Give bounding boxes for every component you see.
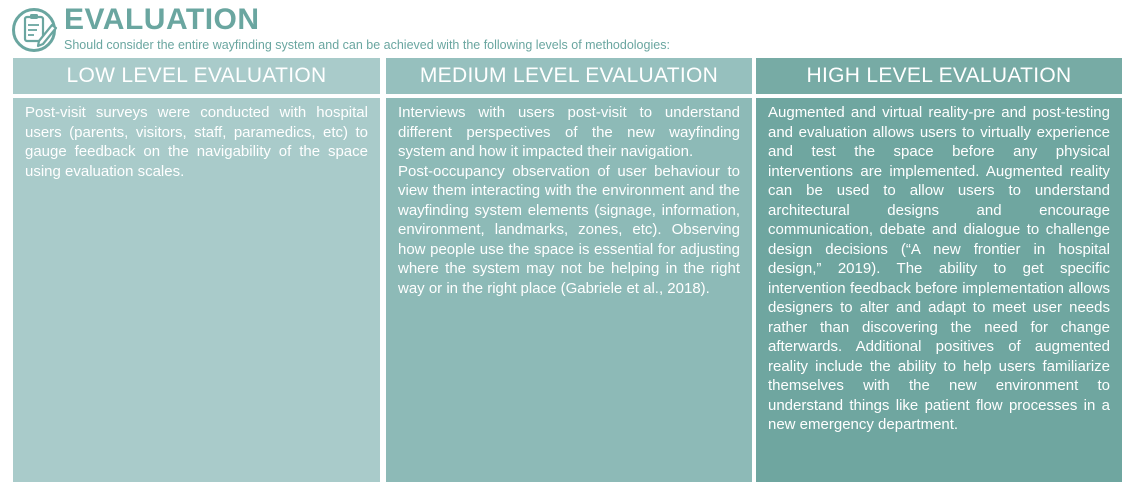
medium-level-panel	[386, 98, 752, 482]
low-level-panel	[13, 98, 380, 482]
page-title: EVALUATION	[64, 3, 260, 36]
high-level-heading: HIGH LEVEL EVALUATION	[756, 58, 1122, 94]
low-level-text: Post-visit surveys were conducted with hospital users (parents, visitors, staff, paramedics, etc) to gauge feedback on the navigability of the space using evaluation scales.	[25, 104, 368, 180]
page-subtitle: Should consider the entire wayfinding system and can be achieved with the following levels of methodologies:	[64, 38, 670, 52]
low-level-heading: LOW LEVEL EVALUATION	[13, 58, 380, 94]
clipboard-pencil-icon	[12, 4, 60, 54]
high-level-panel	[756, 98, 1122, 482]
medium-level-heading: MEDIUM LEVEL EVALUATION	[386, 58, 752, 94]
page-header	[12, 4, 1122, 56]
medium-level-text-interviews: Interviews with users post-visit to understand different perspectives of the new wayfinding system and how it impacted their navigation.	[398, 104, 740, 160]
medium-level-text-observation: Post-occupancy observation of user behaviour to view them interacting with the environment and the wayfinding system elements (signage, information, environment, landmarks, zones, etc). Observing how people use the space is essential for adjusting where the system may not be helping in the right way or in the right place (Gabriele et al., 2018).	[398, 162, 740, 297]
high-level-text: Augmented and virtual reality-pre and post-testing and evaluation allows users to virtually experience and test the space before any physical interventions are implemented. Augmented reality can be used to allow users to understand architectural designs and encourage communication, debate and dialogue to challenge design decisions (“A new frontier in hospital design,” 2019). The ability to get specific intervention feedback before implementation allows designers to alter and adapt to meet user needs rather than discovering the need for change afterwards. Additional positives of augmented reality include the ability to help users familiarize themselves with the new environment to understand things like patient flow processes in a new emergency department.	[768, 104, 1110, 433]
